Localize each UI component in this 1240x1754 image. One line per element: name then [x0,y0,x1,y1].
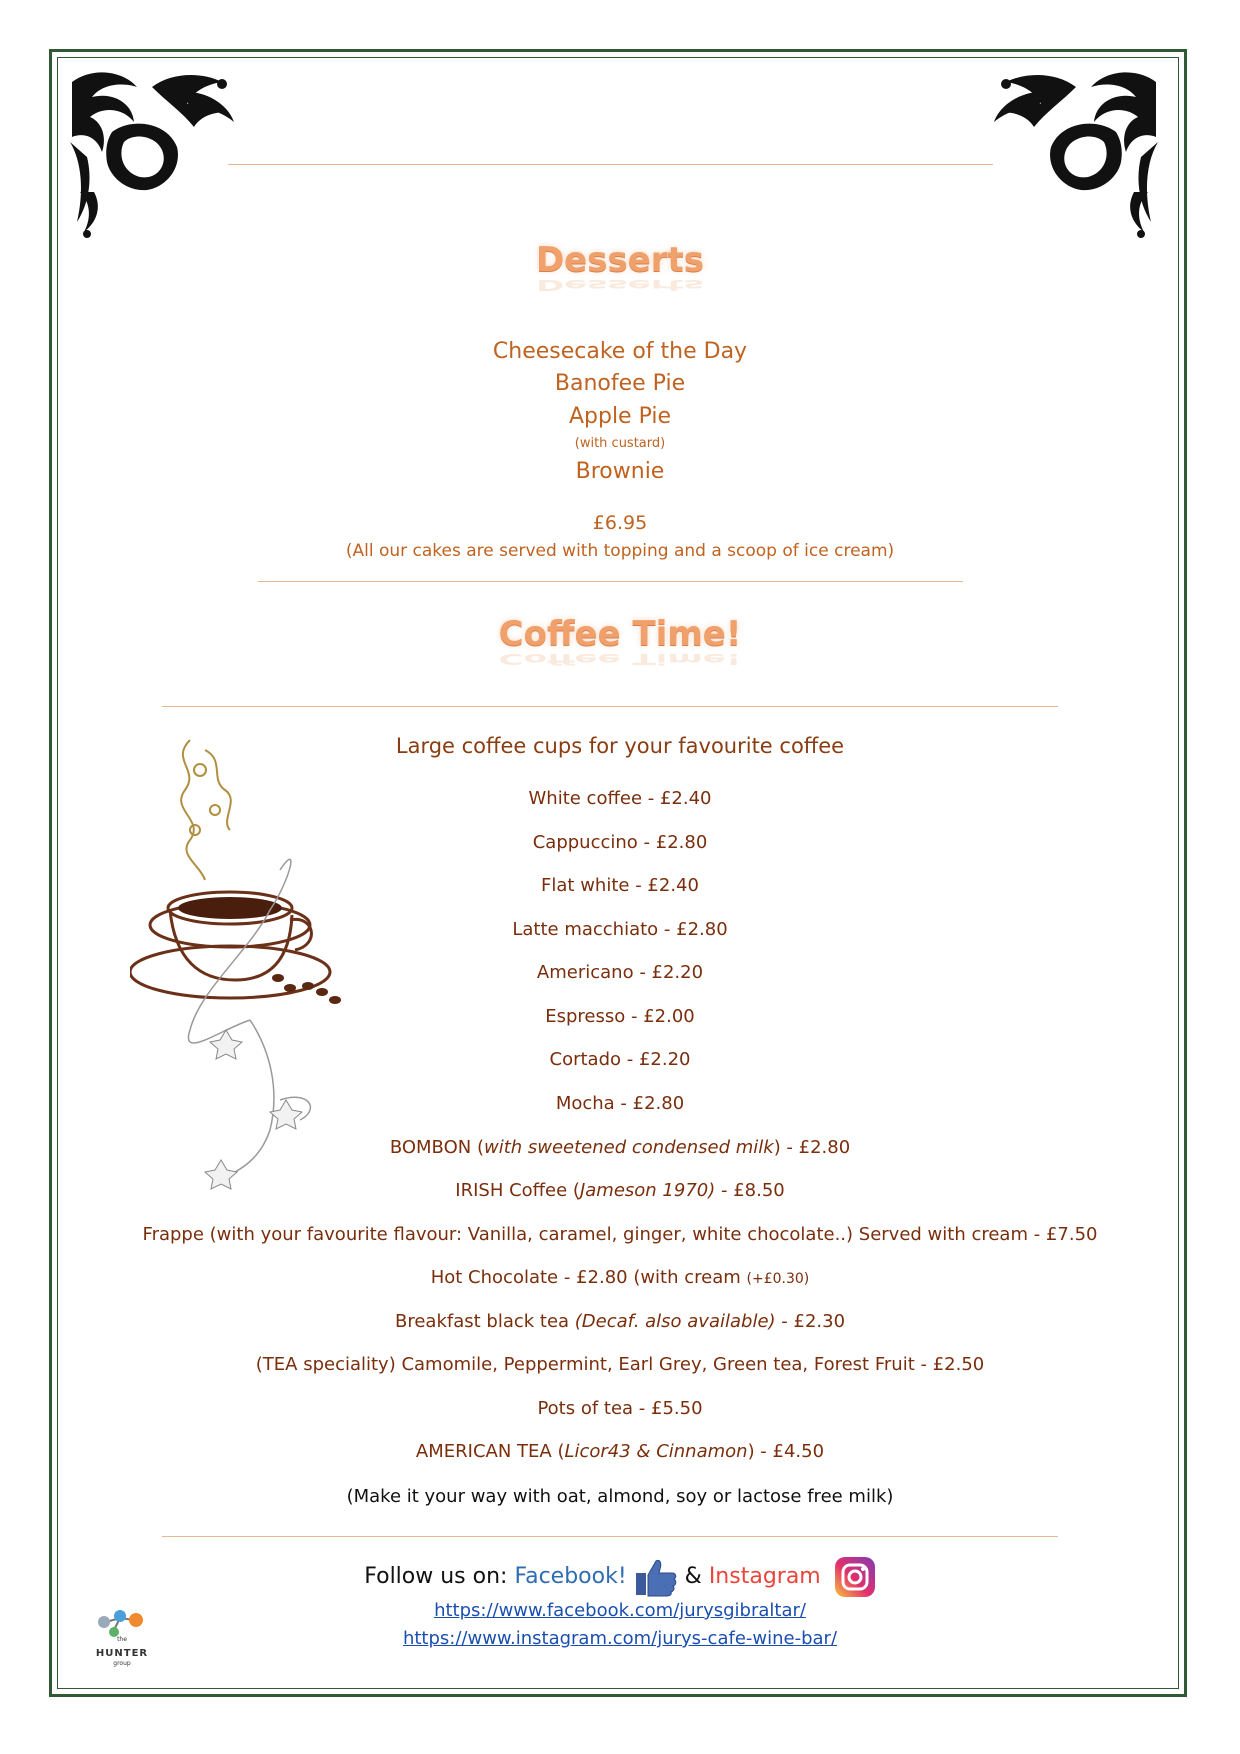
coffee-item-american-tea: AMERICAN TEA (Licor43 & Cinnamon) - £4.50 [415,1441,825,1462]
coffee-item-cappuccino: Cappuccino - £2.80 [532,832,708,853]
coffee-item-americano: Americano - £2.20 [536,962,704,983]
coffee-item-tea-speciality: (TEA speciality) Camomile, Peppermint, Earl Grey, Green tea, Forest Fruit - £2.50 [255,1354,985,1375]
coffee-item-frappe: Frappe (with your favourite flavour: Vanilla, caramel, ginger, white chocolate..) Served with cream - £7.50 [142,1224,1098,1245]
coffee-item-bombon: BOMBON (with sweetened condensed milk) - £2.80 [389,1137,851,1158]
coffee-item-latte: Latte macchiato - £2.80 [512,919,728,940]
facebook-label: Facebook! [514,1564,627,1589]
hunter-logo-text: HUNTER [95,1648,149,1659]
footer-divider [162,1536,1058,1537]
dessert-note: (All our cakes are served with topping and a scoop of ice cream) [345,541,895,561]
thumbs-up-icon [634,1557,678,1597]
corner-ornament-icon [62,62,242,242]
hunter-logo [92,1600,152,1670]
milk-note: (Make it your way with oat, almond, soy or lactose free milk) [346,1486,894,1507]
facebook-link-row [0,1600,1240,1621]
coffee-item-hot-chocolate: Hot Chocolate - £2.80 (with cream (+£0.30) [430,1267,810,1288]
dessert-price: £6.95 [592,512,648,534]
coffee-heading: Coffee Time! Coffee Time! [498,614,742,668]
dessert-note: (with custard) [574,436,666,451]
coffee-subtitle: Large coffee cups for your favourite coffee [395,734,845,758]
coffee-item-cortado: Cortado - £2.20 [549,1049,691,1070]
hunter-logo-mark [92,1600,152,1640]
hunter-logo-text: the [117,1636,127,1643]
coffee-item-espresso: Espresso - £2.00 [545,1006,695,1027]
corner-ornament-icon [986,62,1166,242]
dessert-item: Banofee Pie [554,371,686,396]
follow-label: Follow us on: [364,1564,515,1589]
instagram-label: Instagram [708,1564,821,1589]
coffee-item-breakfast-tea: Breakfast black tea (Decaf. also available) - £2.30 [394,1311,846,1332]
top-divider [228,164,993,165]
hunter-logo-text: group [113,1660,131,1667]
follow-us [0,1556,1240,1598]
coffee-item-pots-of-tea: Pots of tea - £5.50 [537,1398,703,1419]
instagram-link[interactable]: https://www.instagram.com/jurys-cafe-wine-bar/ [402,1628,838,1649]
instagram-icon[interactable] [834,1556,876,1598]
dessert-item: Cheesecake of the Day [492,339,748,364]
dessert-item: Apple Pie [568,404,672,429]
desserts-divider [258,581,963,582]
coffee-item-white: White coffee - £2.40 [528,788,712,809]
dessert-item: Brownie [575,459,665,484]
coffee-item-irish: IRISH Coffee (Jameson 1970) - £8.50 [455,1180,785,1201]
instagram-link-row [0,1628,1240,1649]
coffee-item-flat-white: Flat white - £2.40 [541,875,699,896]
desserts-heading: Desserts Desserts [535,240,705,294]
ampersand: & [684,1564,709,1589]
coffee-item-mocha: Mocha - £2.80 [555,1093,685,1114]
facebook-link[interactable]: https://www.facebook.com/jurysgibraltar/ [434,1600,806,1621]
coffee-divider [162,706,1058,707]
